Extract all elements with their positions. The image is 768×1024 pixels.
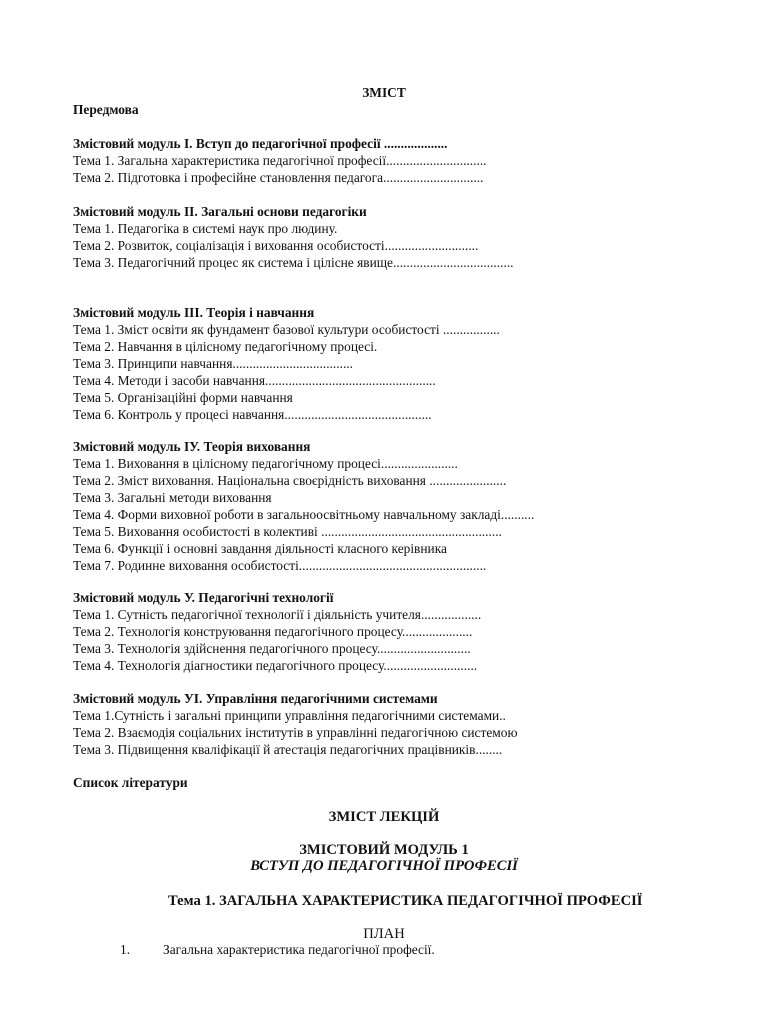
literature-heading: Список літератури — [73, 775, 188, 790]
module-6-topic-2: Тема 2. Взаємодія соціальних інститутів в управлінні педагогічною системою — [73, 725, 518, 740]
module-5-topic-3: Тема 3. Технологія здійснення педагогічного процесу............................ — [73, 641, 471, 656]
module-5-topic-4: Тема 4. Технологія діагностики педагогічного процесу............................ — [73, 658, 478, 673]
module-4-topic-1: Тема 1. Виховання в цілісному педагогічному процесі....................... — [73, 456, 458, 471]
module-1-lecture-title: ЗМІСТОВИЙ МОДУЛЬ 1 — [299, 842, 469, 858]
module-4-title: Змістовий модуль ІУ. Теорія виховання — [73, 439, 311, 454]
module-3-topic-5: Тема 5. Організаційні форми навчання — [73, 390, 293, 405]
plan-item-text: Загальна характеристика педагогічної професії. — [163, 942, 435, 957]
module-1-title: Змістовий модуль І. Вступ до педагогічної професії ................... — [73, 136, 448, 151]
lectures-title: ЗМІСТ ЛЕКЦІЙ — [328, 809, 440, 825]
module-3-topic-4: Тема 4. Методи і засоби навчання................................................... — [73, 373, 436, 388]
module-2-topic-2: Тема 2. Розвиток, соціалізація і виховання особистості............................ — [73, 238, 479, 253]
module-4-topic-7: Тема 7. Родинне виховання особистості........................................................ — [73, 558, 487, 573]
module-1-topic-2: Тема 2. Підготовка і професійне становлення педагога.............................. — [73, 170, 484, 185]
module-4-topic-4: Тема 4. Форми виховної роботи в загальноосвітньому навчальному закладі.......... — [73, 507, 535, 522]
module-4-topic-5: Тема 5. Виховання особистості в колективі ...................................................... — [73, 524, 502, 539]
topic-1-heading: Тема 1. ЗАГАЛЬНА ХАРАКТЕРИСТИКА ПЕДАГОГІЧНОЇ ПРОФЕСІЇ — [168, 893, 643, 909]
toc-title: ЗМІСТ — [362, 85, 406, 100]
module-5-topic-1: Тема 1. Сутність педагогічної технології і діяльність учителя.................. — [73, 607, 482, 622]
preface-heading: Передмова — [73, 102, 139, 117]
module-3-title: Змістовий модуль ІІІ. Теорія і навчання — [73, 305, 315, 320]
module-4-topic-3: Тема 3. Загальні методи виховання — [73, 490, 272, 505]
plan-item-number: 1. — [120, 942, 131, 957]
module-4-topic-6: Тема 6. Функції і основні завдання діяльності класного керівника — [73, 541, 447, 556]
module-6-topic-3: Тема 3. Підвищення кваліфікації й атестація педагогічних працівників........ — [73, 742, 503, 757]
module-1-topic-1: Тема 1. Загальна характеристика педагогічної професії.............................. — [73, 153, 487, 168]
module-2-topic-1: Тема 1. Педагогіка в системі наук про людину. — [73, 221, 338, 236]
plan-title: ПЛАН — [363, 926, 405, 942]
module-5-title: Змістовий модуль У. Педагогічні технології — [73, 590, 334, 605]
module-3-topic-3: Тема 3. Принципи навчання.................................... — [73, 356, 353, 371]
module-2-topic-3: Тема 3. Педагогічний процес як система і цілісне явище.................................... — [73, 255, 514, 270]
module-4-topic-2: Тема 2. Зміст виховання. Національна своєрідність виховання ....................... — [73, 473, 507, 488]
module-3-topic-1: Тема 1. Зміст освіти як фундамент базової культури особистості ................. — [73, 322, 500, 337]
module-6-topic-1: Тема 1.Сутність і загальні принципи управління педагогічними системами.. — [73, 708, 506, 723]
module-6-title: Змістовий модуль УІ. Управління педагогічними системами — [73, 691, 438, 706]
module-3-topic-6: Тема 6. Контроль у процесі навчання............................................ — [73, 407, 432, 422]
module-1-lecture-subtitle: ВСТУП ДО ПЕДАГОГІЧНОЇ ПРОФЕСІЇ — [250, 858, 518, 874]
module-2-title: Змістовий модуль ІІ. Загальні основи педагогіки — [73, 204, 367, 219]
module-3-topic-2: Тема 2. Навчання в цілісному педагогічному процесі. — [73, 339, 378, 354]
module-5-topic-2: Тема 2. Технологія конструювання педагогічного процесу..................... — [73, 624, 473, 639]
